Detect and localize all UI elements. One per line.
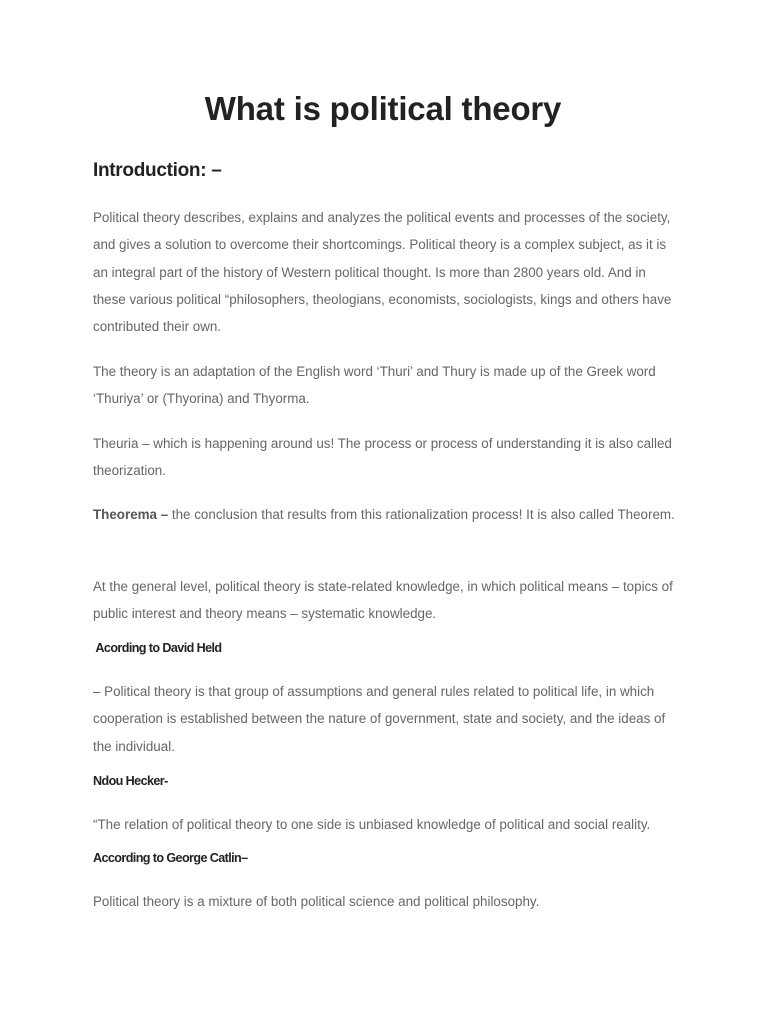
paragraph-ndou-hecker: “The relation of political theory to one side is unbiased knowledge of political and social reality.: [93, 817, 651, 832]
subheading-david-held: Acording to David Held: [93, 641, 222, 655]
theorema-text: the conclusion that results from this rationalization process! It is also called Theorem.: [168, 507, 675, 522]
subheading-ndou-hecker: Ndou Hecker-: [93, 774, 168, 788]
paragraph-etymology: The theory is an adaptation of the English word ‘Thuri’ and Thury is made up of the Greek word ‘Thuriya’ or (Thyorina) and Thyorma.: [93, 364, 656, 407]
paragraph-david-held: – Political theory is that group of assumptions and general rules related to political life, in which cooperation is established between the nature of government, state and society, and the ideas of the individual.: [93, 684, 666, 754]
paragraph-theorema: [93, 501, 678, 528]
intro-heading: Introduction: –: [93, 160, 222, 181]
paragraph-george-catlin: Political theory is a mixture of both political science and political philosophy.: [93, 894, 540, 909]
paragraph-theuria: Theuria – which is happening around us! The process or process of understanding it is also called theorization.: [93, 436, 672, 479]
paragraph-intro: Political theory describes, explains and analyzes the political events and processes of the society, and gives a solution to overcome their shortcomings. Political theory is a complex subject, as it is an integral part of the history of Western political thought. Is more than 2800 years old. And in these various political “philosophers, theologians, economists, sociologists, kings and others have contributed their own.: [93, 210, 672, 335]
theorema-term: Theorema –: [93, 507, 169, 522]
page-title: What is political theory: [204, 90, 562, 127]
paragraph-general-level: At the general level, political theory is state-related knowledge, in which political means – topics of public interest and theory means – systematic knowledge.: [93, 579, 673, 622]
subheading-george-catlin: According to George Catlin–: [93, 851, 248, 865]
